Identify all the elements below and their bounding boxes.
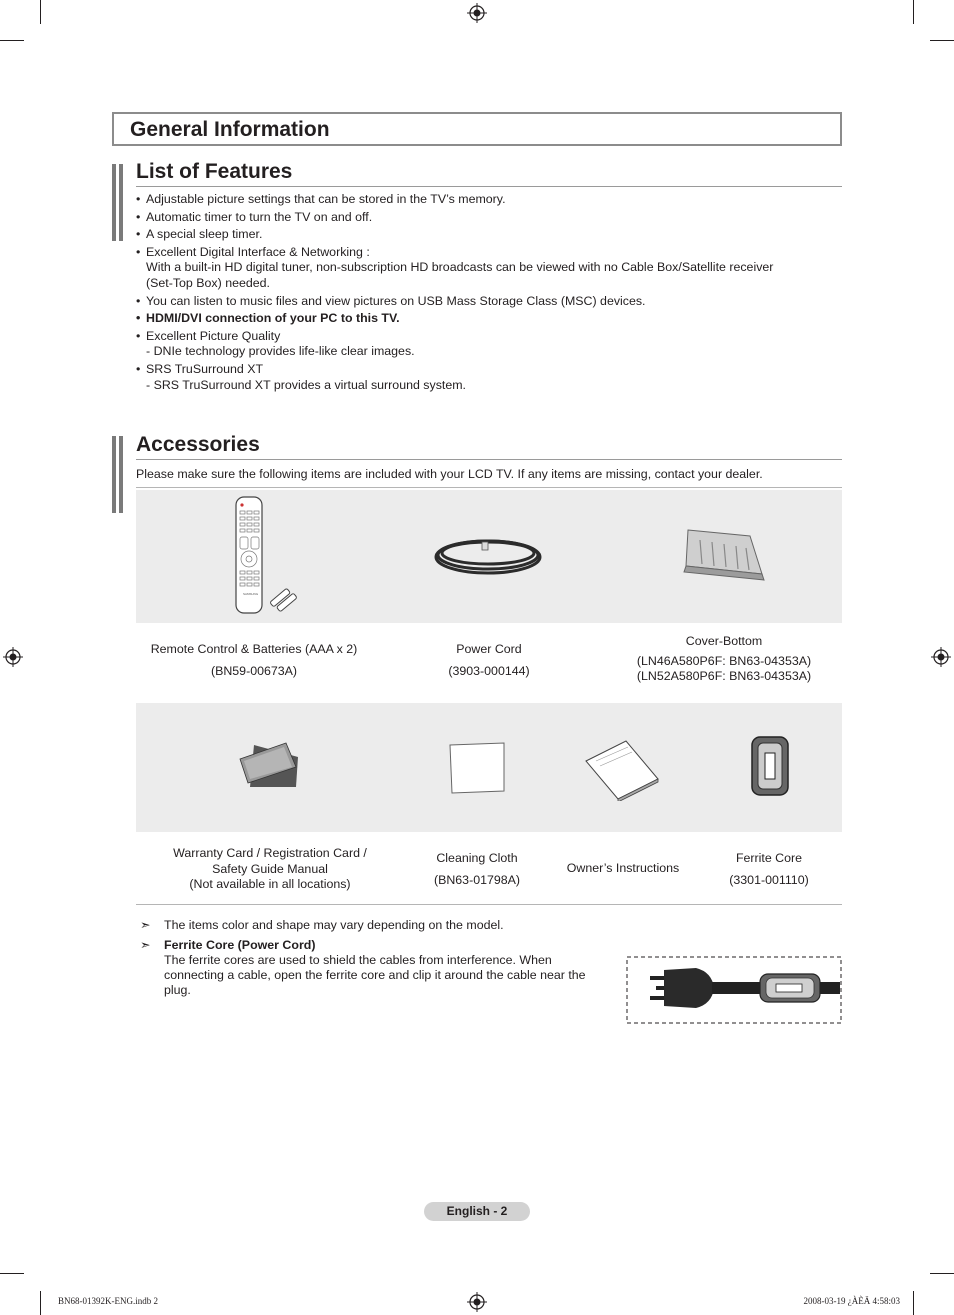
remote-control-icon <box>230 495 302 617</box>
note <box>140 918 830 934</box>
list-item: • Automatic timer to turn the TV on and off. <box>136 210 836 226</box>
cleaning-cloth-icon <box>446 741 508 795</box>
note-text: plug. <box>164 983 191 997</box>
list-item: • HDMI/DVI connection of your PC to this TV. <box>136 311 836 327</box>
crop-mark <box>930 40 954 41</box>
crop-mark <box>0 1273 24 1274</box>
divider <box>136 904 842 905</box>
crop-mark <box>930 1273 954 1274</box>
image-panel <box>136 490 842 623</box>
features-heading: List of Features <box>136 160 842 187</box>
manual-book-icon <box>584 739 662 801</box>
list-item: • Excellent Digital Interface & Networking : With a built-in HD digital tuner, non-subscription HD broadcasts can be viewed with no Cable Box/Satellite receiver (Set-Top Box) needed. <box>136 245 836 292</box>
accessory-caption: Cover-Bottom (LN46A580P6F: BN63-04353A) (LN52A580P6F: BN63-04353A) <box>636 634 812 683</box>
page-number-label: English - 2 <box>424 1202 530 1221</box>
features-list <box>136 192 836 395</box>
crop-mark <box>40 1291 41 1315</box>
note <box>140 938 620 1002</box>
arrow-icon: ➣ <box>140 938 151 952</box>
accessories-heading: Accessories <box>136 433 842 460</box>
registration-mark-icon <box>467 1292 487 1312</box>
note-text: The ferrite cores are used to shield the cables from interference. When <box>164 953 552 967</box>
accessories-intro: Please make sure the following items are included with your LCD TV. If any items are missing, contact your dealer. <box>136 467 842 488</box>
accessory-caption: Owner’s Instructions <box>566 861 680 875</box>
accessory-caption: Ferrite Core (3301-001110) <box>729 851 809 887</box>
note-text: connecting a cable, open the ferrite core and clip it around the cable near the <box>164 968 586 982</box>
crop-mark <box>40 0 41 24</box>
accessory-caption: Power Cord (3903-000144) <box>448 642 530 678</box>
power-cord-icon <box>432 530 544 580</box>
list-item: • SRS TruSurround XT - SRS TruSurround XT provides a virtual surround system. <box>136 362 836 393</box>
crop-mark <box>913 0 914 24</box>
footer-timestamp: 2008-03-19 ¿ÀÈÄ 4:58:03 <box>803 1296 900 1306</box>
note-text: The items color and shape may vary depending on the model. <box>164 918 504 932</box>
list-item: • Adjustable picture settings that can be stored in the TV’s memory. <box>136 192 836 208</box>
crop-mark <box>913 1291 914 1315</box>
warranty-card-icon <box>236 739 302 793</box>
cover-bottom-icon <box>680 526 770 584</box>
image-panel <box>136 703 842 832</box>
registration-mark-icon <box>931 647 951 667</box>
crop-mark <box>0 40 24 41</box>
ferrite-core-icon <box>750 733 790 799</box>
list-item: • Excellent Picture Quality - DNIe technology provides life-like clear images. <box>136 329 836 360</box>
ferrite-core-plug-illustration <box>626 956 842 1024</box>
section-bar <box>112 436 126 513</box>
list-item: • A special sleep timer. <box>136 227 836 243</box>
section-bar <box>112 164 126 241</box>
footer-file-info: BN68-01392K-ENG.indb 2 <box>58 1296 158 1306</box>
arrow-icon: ➣ <box>140 918 151 932</box>
registration-mark-icon <box>3 647 23 667</box>
accessory-caption: Warranty Card / Registration Card / Safety Guide Manual (Not available in all locations) <box>173 846 367 891</box>
page-title: General Information <box>130 118 330 141</box>
svg-text:SAMSUNG: SAMSUNG <box>243 592 259 596</box>
note-title: Ferrite Core (Power Cord) <box>164 938 316 952</box>
registration-mark-icon <box>467 3 487 23</box>
list-item: • You can listen to music files and view pictures on USB Mass Storage Class (MSC) devices. <box>136 294 836 310</box>
page-title-box <box>112 112 842 146</box>
accessory-caption: Remote Control & Batteries (AAA x 2) (BN59-00673A) <box>150 642 358 678</box>
accessory-caption: Cleaning Cloth (BN63-01798A) <box>433 851 521 887</box>
